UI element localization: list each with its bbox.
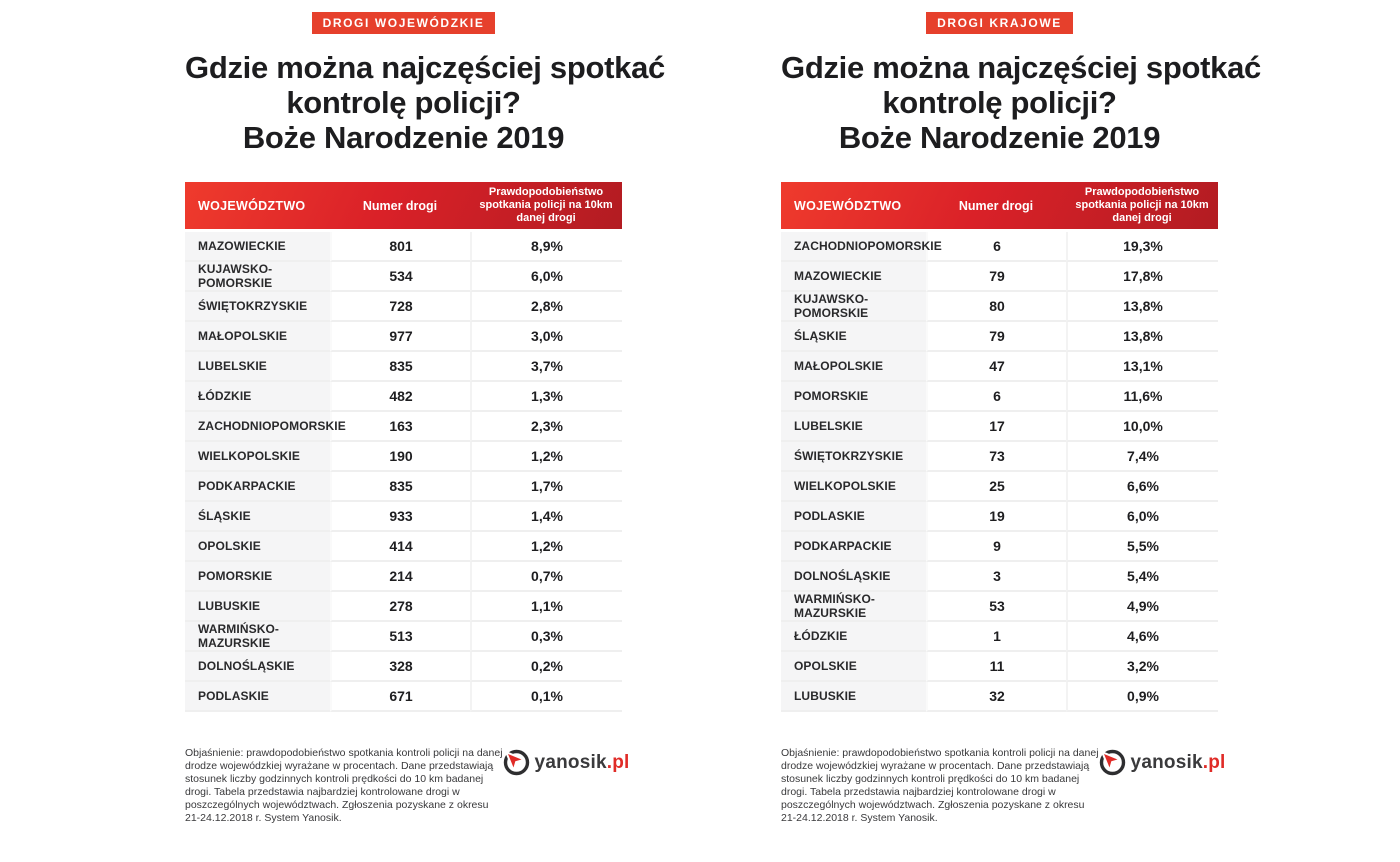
province-cell: LUBELSKIE bbox=[781, 412, 926, 442]
table-row bbox=[781, 262, 1218, 292]
footnote-line: poszczególnych województwach. Zgłoszenia pozyskane z okresu bbox=[185, 799, 489, 811]
probability-cell: 2,8% bbox=[470, 292, 622, 322]
table-row bbox=[781, 682, 1218, 712]
province-cell: WARMIŃSKO-MAZURSKIE bbox=[185, 622, 330, 652]
province-cell: POMORSKIE bbox=[185, 562, 330, 592]
table-row bbox=[781, 562, 1218, 592]
page-title bbox=[781, 50, 1261, 155]
footnote-line: drodze wojewódzkiej wyrażane w procentach. Dane przedstawiają bbox=[781, 760, 1090, 772]
page-title-line: Boże Narodzenie 2019 bbox=[838, 120, 1161, 155]
road-number-cell: 3 bbox=[926, 562, 1066, 592]
probability-cell: 6,6% bbox=[1066, 472, 1218, 502]
probability-cell: 0,1% bbox=[470, 682, 622, 712]
road-number-cell: 6 bbox=[926, 382, 1066, 412]
table-row bbox=[185, 232, 622, 262]
footnote-line: poszczególnych województwach. Zgłoszenia pozyskane z okresu bbox=[781, 799, 1085, 811]
table-row bbox=[781, 232, 1218, 262]
yanosik-logo-text: yanosik.pl bbox=[1130, 751, 1226, 773]
province-cell: ŁÓDZKIE bbox=[781, 622, 926, 652]
yanosik-logo-icon bbox=[1099, 749, 1126, 776]
province-cell: WIELKOPOLSKIE bbox=[185, 442, 330, 472]
probability-cell: 3,0% bbox=[470, 322, 622, 352]
probability-cell: 4,9% bbox=[1066, 592, 1218, 622]
province-cell: LUBUSKIE bbox=[781, 682, 926, 712]
table-row bbox=[781, 622, 1218, 652]
footnote bbox=[185, 747, 503, 825]
province-cell: KUJAWSKO-POMORSKIE bbox=[781, 292, 926, 322]
footnote-line: drogi. Tabela przedstawia najbardziej kontrolowane drogi w bbox=[185, 786, 460, 798]
province-cell: MAŁOPOLSKIE bbox=[185, 322, 330, 352]
province-cell: WARMIŃSKO-MAZURSKIE bbox=[781, 592, 926, 622]
footer bbox=[781, 747, 1226, 825]
province-cell: DOLNOŚLĄSKIE bbox=[185, 652, 330, 682]
category-badge: DROGI KRAJOWE bbox=[926, 12, 1073, 34]
footnote-line: drodze wojewódzkiej wyrażane w procentach. Dane przedstawiają bbox=[185, 760, 494, 772]
province-cell: PODLASKIE bbox=[781, 502, 926, 532]
road-number-cell: 214 bbox=[330, 562, 470, 592]
road-number-cell: 19 bbox=[926, 502, 1066, 532]
probability-cell: 4,6% bbox=[1066, 622, 1218, 652]
province-cell: ŚLĄSKIE bbox=[185, 502, 330, 532]
province-cell: PODKARPACKIE bbox=[781, 532, 926, 562]
probability-cell: 11,6% bbox=[1066, 382, 1218, 412]
road-number-cell: 11 bbox=[926, 652, 1066, 682]
table-row bbox=[185, 622, 622, 652]
province-cell: ZACHODNIOPOMORSKIE bbox=[185, 412, 330, 442]
panel-drogi-krajowe bbox=[781, 0, 1261, 825]
footnote-line: stosunek liczby godzinnych kontroli prędkości do 10 km badanej bbox=[185, 773, 484, 785]
footer bbox=[185, 747, 630, 825]
table-row bbox=[781, 442, 1218, 472]
probability-cell: 6,0% bbox=[470, 262, 622, 292]
table-row bbox=[781, 382, 1218, 412]
data-table bbox=[781, 182, 1218, 712]
province-cell: DOLNOŚLĄSKIE bbox=[781, 562, 926, 592]
table-row bbox=[781, 592, 1218, 622]
road-number-cell: 79 bbox=[926, 322, 1066, 352]
road-number-cell: 9 bbox=[926, 532, 1066, 562]
page-title-line: Boże Narodzenie 2019 bbox=[242, 120, 565, 155]
column-header: WOJEWÓDZTWO bbox=[781, 182, 926, 232]
province-cell: MAŁOPOLSKIE bbox=[781, 352, 926, 382]
column-header: WOJEWÓDZTWO bbox=[185, 182, 330, 232]
table-row bbox=[185, 262, 622, 292]
road-number-cell: 190 bbox=[330, 442, 470, 472]
province-cell: MAZOWIECKIE bbox=[781, 262, 926, 292]
province-cell: ŁÓDZKIE bbox=[185, 382, 330, 412]
road-number-cell: 6 bbox=[926, 232, 1066, 262]
table-row bbox=[185, 352, 622, 382]
road-number-cell: 25 bbox=[926, 472, 1066, 502]
table-row bbox=[185, 592, 622, 622]
road-number-cell: 163 bbox=[330, 412, 470, 442]
category-badge: DROGI WOJEWÓDZKIE bbox=[312, 12, 496, 34]
probability-cell: 0,2% bbox=[470, 652, 622, 682]
column-header: Numer drogi bbox=[330, 182, 470, 232]
footnote-line: Objaśnienie: prawdopodobieństwo spotkania kontroli policji na danej bbox=[185, 747, 503, 759]
probability-cell: 13,8% bbox=[1066, 292, 1218, 322]
panel-drogi-wojewodzkie bbox=[185, 0, 665, 825]
probability-cell: 3,2% bbox=[1066, 652, 1218, 682]
table-row bbox=[781, 502, 1218, 532]
column-header: Numer drogi bbox=[926, 182, 1066, 232]
road-number-cell: 1 bbox=[926, 622, 1066, 652]
table-row bbox=[185, 322, 622, 352]
table-row bbox=[185, 412, 622, 442]
road-number-cell: 513 bbox=[330, 622, 470, 652]
page-title-line: kontrolę policji? bbox=[286, 85, 521, 120]
road-number-cell: 671 bbox=[330, 682, 470, 712]
probability-cell: 2,3% bbox=[470, 412, 622, 442]
yanosik-logo-text: yanosik.pl bbox=[534, 751, 630, 773]
province-cell: WIELKOPOLSKIE bbox=[781, 472, 926, 502]
table-row bbox=[185, 562, 622, 592]
page-title-line: kontrolę policji? bbox=[882, 85, 1117, 120]
road-number-cell: 73 bbox=[926, 442, 1066, 472]
probability-cell: 0,3% bbox=[470, 622, 622, 652]
road-number-cell: 328 bbox=[330, 652, 470, 682]
page-title bbox=[185, 50, 665, 155]
probability-cell: 6,0% bbox=[1066, 502, 1218, 532]
province-cell: OPOLSKIE bbox=[781, 652, 926, 682]
badge-row bbox=[185, 12, 622, 34]
road-number-cell: 835 bbox=[330, 472, 470, 502]
probability-cell: 13,1% bbox=[1066, 352, 1218, 382]
road-number-cell: 534 bbox=[330, 262, 470, 292]
table-row bbox=[185, 382, 622, 412]
table-row bbox=[781, 472, 1218, 502]
table-row bbox=[781, 412, 1218, 442]
probability-cell: 1,4% bbox=[470, 502, 622, 532]
table-header bbox=[185, 182, 622, 232]
footnote-line: Objaśnienie: prawdopodobieństwo spotkania kontroli policji na danej bbox=[781, 747, 1099, 759]
table-row bbox=[185, 652, 622, 682]
road-number-cell: 17 bbox=[926, 412, 1066, 442]
province-cell: LUBUSKIE bbox=[185, 592, 330, 622]
province-cell: ZACHODNIOPOMORSKIE bbox=[781, 232, 926, 262]
table-row bbox=[185, 472, 622, 502]
road-number-cell: 79 bbox=[926, 262, 1066, 292]
road-number-cell: 482 bbox=[330, 382, 470, 412]
road-number-cell: 53 bbox=[926, 592, 1066, 622]
province-cell: POMORSKIE bbox=[781, 382, 926, 412]
probability-cell: 3,7% bbox=[470, 352, 622, 382]
road-number-cell: 801 bbox=[330, 232, 470, 262]
province-cell: ŚLĄSKIE bbox=[781, 322, 926, 352]
yanosik-logo-icon bbox=[503, 749, 530, 776]
probability-cell: 8,9% bbox=[470, 232, 622, 262]
probability-cell: 1,2% bbox=[470, 532, 622, 562]
province-cell: LUBELSKIE bbox=[185, 352, 330, 382]
table-row bbox=[781, 322, 1218, 352]
probability-cell: 7,4% bbox=[1066, 442, 1218, 472]
road-number-cell: 80 bbox=[926, 292, 1066, 322]
table-header bbox=[781, 182, 1218, 232]
table-row bbox=[185, 442, 622, 472]
column-header: Prawdopodobieństwo spotkania policji na 10km danej drogi bbox=[470, 182, 622, 232]
footnote-line: 21-24.12.2018 r. System Yanosik. bbox=[781, 812, 938, 824]
probability-cell: 17,8% bbox=[1066, 262, 1218, 292]
probability-cell: 19,3% bbox=[1066, 232, 1218, 262]
province-cell: PODLASKIE bbox=[185, 682, 330, 712]
road-number-cell: 414 bbox=[330, 532, 470, 562]
page-title-line: Gdzie można najczęściej spotkać bbox=[185, 50, 665, 85]
table-row bbox=[185, 502, 622, 532]
probability-cell: 5,4% bbox=[1066, 562, 1218, 592]
road-number-cell: 933 bbox=[330, 502, 470, 532]
column-header: Prawdopodobieństwo spotkania policji na 10km danej drogi bbox=[1066, 182, 1218, 232]
province-cell: ŚWIĘTOKRZYSKIE bbox=[185, 292, 330, 322]
probability-cell: 1,1% bbox=[470, 592, 622, 622]
table-row bbox=[781, 532, 1218, 562]
road-number-cell: 728 bbox=[330, 292, 470, 322]
probability-cell: 1,3% bbox=[470, 382, 622, 412]
table-row bbox=[185, 532, 622, 562]
road-number-cell: 977 bbox=[330, 322, 470, 352]
table-row bbox=[781, 292, 1218, 322]
province-cell: OPOLSKIE bbox=[185, 532, 330, 562]
province-cell: ŚWIĘTOKRZYSKIE bbox=[781, 442, 926, 472]
province-cell: KUJAWSKO-POMORSKIE bbox=[185, 262, 330, 292]
footnote-line: 21-24.12.2018 r. System Yanosik. bbox=[185, 812, 342, 824]
yanosik-logo bbox=[503, 749, 630, 776]
road-number-cell: 47 bbox=[926, 352, 1066, 382]
footnote-line: stosunek liczby godzinnych kontroli prędkości do 10 km badanej bbox=[781, 773, 1080, 785]
footnote bbox=[781, 747, 1099, 825]
badge-row bbox=[781, 12, 1218, 34]
table-row bbox=[185, 682, 622, 712]
probability-cell: 1,7% bbox=[470, 472, 622, 502]
probability-cell: 10,0% bbox=[1066, 412, 1218, 442]
footnote-line: drogi. Tabela przedstawia najbardziej kontrolowane drogi w bbox=[781, 786, 1056, 798]
province-cell: PODKARPACKIE bbox=[185, 472, 330, 502]
data-table bbox=[185, 182, 622, 712]
province-cell: MAZOWIECKIE bbox=[185, 232, 330, 262]
probability-cell: 0,9% bbox=[1066, 682, 1218, 712]
table-row bbox=[781, 352, 1218, 382]
table-row bbox=[185, 292, 622, 322]
probability-cell: 13,8% bbox=[1066, 322, 1218, 352]
road-number-cell: 32 bbox=[926, 682, 1066, 712]
probability-cell: 5,5% bbox=[1066, 532, 1218, 562]
yanosik-logo bbox=[1099, 749, 1226, 776]
probability-cell: 1,2% bbox=[470, 442, 622, 472]
road-number-cell: 835 bbox=[330, 352, 470, 382]
road-number-cell: 278 bbox=[330, 592, 470, 622]
table-row bbox=[781, 652, 1218, 682]
probability-cell: 0,7% bbox=[470, 562, 622, 592]
page-title-line: Gdzie można najczęściej spotkać bbox=[781, 50, 1261, 85]
